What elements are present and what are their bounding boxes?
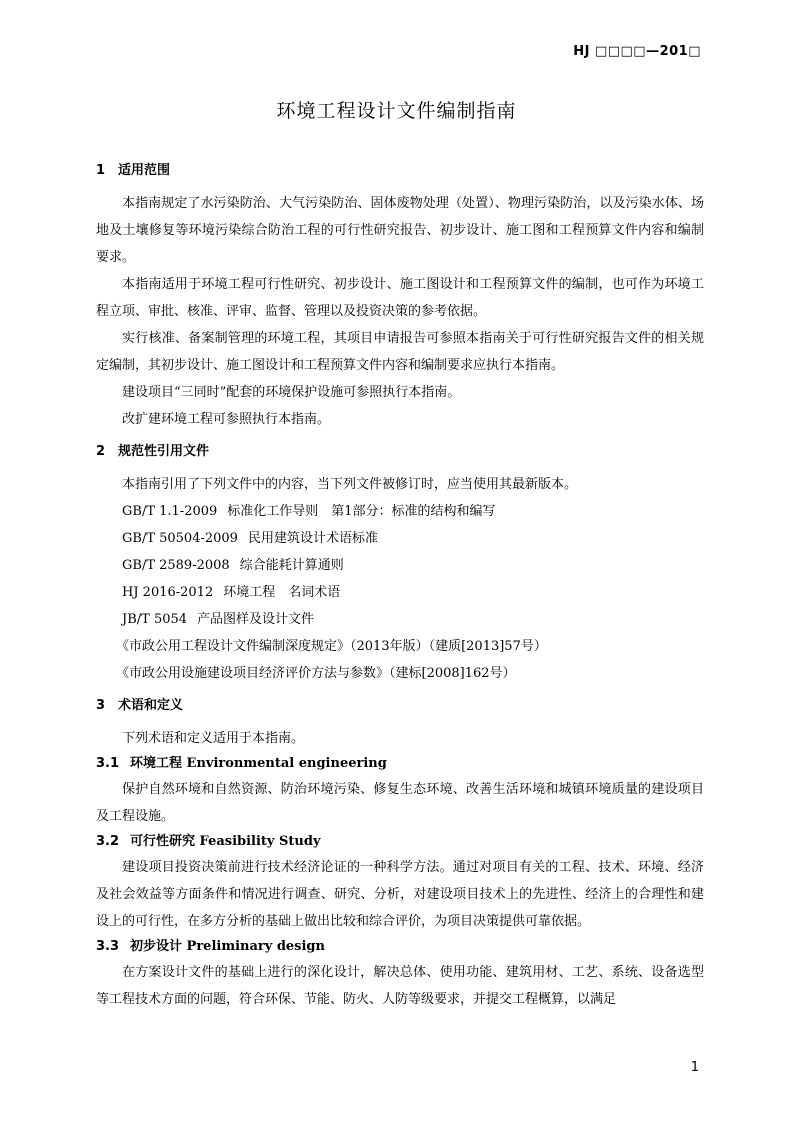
section-title: 术语和定义: [118, 698, 184, 713]
terms-intro: 下列术语和定义适用于本指南。: [122, 731, 305, 746]
page-number: 1: [690, 1060, 699, 1075]
reference-code: JB/T 5054: [122, 612, 188, 627]
document-code-header: HJ □□□□—201□: [573, 44, 701, 59]
references-intro: 本指南引用了下列文件中的内容，当下列文件被修订时，应当使用其最新版本。: [122, 477, 578, 492]
reference-item: [96, 606, 704, 633]
term-chinese: 初步设计: [130, 939, 183, 954]
term-heading: [96, 752, 704, 776]
term-chinese: 环境工程: [130, 756, 183, 771]
reference-document: 《市政公用工程设计文件编制深度规定》（2013年版）（建质[2013]57号）: [116, 639, 547, 654]
document-title: 环境工程设计文件编制指南: [276, 100, 517, 122]
term-english: Feasibility Study: [199, 834, 321, 849]
scope-paragraph: 建设项目“三同时”配套的环境保护设施可参照执行本指南。: [122, 385, 461, 400]
section-number: 3: [96, 698, 106, 713]
term-chinese: 可行性研究: [130, 834, 196, 849]
term-english: Preliminary design: [186, 939, 325, 954]
reference-item: [96, 498, 704, 525]
document-body: [96, 156, 704, 1013]
reference-document: 《市政公用设施建设项目经济评价方法与参数》（建标[2008]162号）: [116, 666, 516, 681]
section-3-heading: [96, 695, 704, 717]
reference-name: 产品图样及设计文件: [197, 612, 315, 627]
term-definition: 保护自然环境和自然资源、防治环境污染、修复生态环境、改善生活环境和城镇环境质量的建设项目及工程设施。: [96, 782, 704, 824]
section-1-heading: [96, 160, 704, 182]
reference-code: GB/T 2589-2008: [122, 558, 230, 573]
reference-name: 环境工程 名词术语: [223, 585, 341, 600]
term-english: Environmental engineering: [186, 756, 387, 771]
term-number: 3.2: [96, 834, 120, 849]
scope-paragraph: 本指南规定了水污染防治、大气污染防治、固体废物处理（处置）、物理污染防治，以及污染水体、场地及土壤修复等环境污染综合防治工程的可行性研究报告、初步设计、施工图和工程预算文件内容和编制要求。: [96, 196, 704, 265]
term-heading: [96, 830, 704, 854]
term-number: 3.3: [96, 939, 120, 954]
reference-name: 民用建筑设计术语标准: [247, 531, 378, 546]
section-number: 2: [96, 444, 106, 459]
reference-item: [96, 579, 704, 606]
reference-code: GB/T 50504-2009: [122, 531, 238, 546]
reference-name: 综合能耗计算通则: [239, 558, 344, 573]
term-definition: 在方案设计文件的基础上进行的深化设计，解决总体、使用功能、建筑用材、工艺、系统、设备选型等工程技术方面的问题，符合环保、节能、防火、人防等级要求，并提交工程概算，以满足: [96, 965, 704, 1007]
reference-code: GB/T 1.1-2009: [122, 504, 218, 519]
reference-item: [96, 552, 704, 579]
reference-item: [96, 525, 704, 552]
scope-paragraph: 本指南适用于环境工程可行性研究、初步设计、施工图设计和工程预算文件的编制，也可作为环境工程立项、审批、核准、评审、监督、管理以及投资决策的参考依据。: [96, 277, 704, 319]
reference-code: HJ 2016-2012: [122, 585, 214, 600]
section-title: 适用范围: [118, 163, 171, 178]
section-number: 1: [96, 163, 106, 178]
term-number: 3.1: [96, 756, 120, 771]
section-title: 规范性引用文件: [118, 444, 210, 459]
term-definition: 建设项目投资决策前进行技术经济论证的一种科学方法。通过对项目有关的工程、技术、环境、经济及社会效益等方面条件和情况进行调查、研究、分析，对建设项目技术上的先进性、经济上的合理性和建设上的可行性，在多方分析的基础上做出比较和综合评价，为项目决策提供可靠依据。: [96, 860, 704, 929]
scope-paragraph: 改扩建环境工程可参照执行本指南。: [122, 412, 331, 427]
term-heading: [96, 935, 704, 959]
reference-name: 标准化工作导则 第1部分：标准的结构和编写: [227, 504, 496, 519]
scope-paragraph: 实行核准、备案制管理的环境工程，其项目申请报告可参照本指南关于可行性研究报告文件的相关规定编制，其初步设计、施工图设计和工程预算文件内容和编制要求应执行本指南。: [96, 331, 704, 373]
section-2-heading: [96, 441, 704, 463]
